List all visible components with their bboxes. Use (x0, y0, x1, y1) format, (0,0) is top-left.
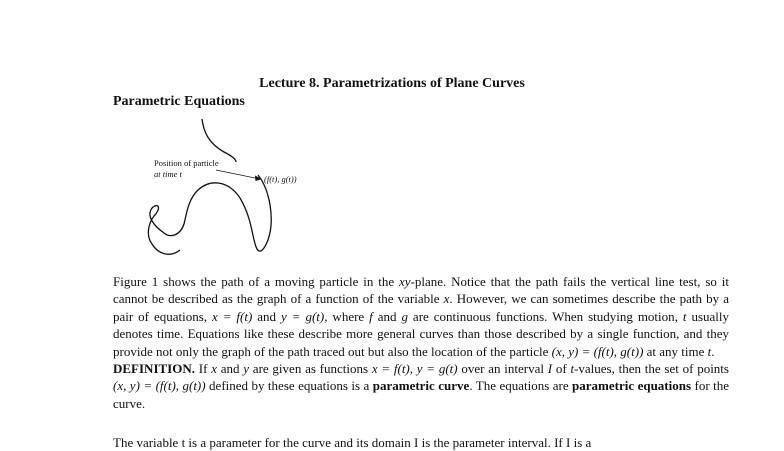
definition-label: DEFINITION. (113, 361, 195, 377)
particle-path-svg (140, 112, 340, 272)
lecture-title: Lecture 8. Parametrizations of Plane Curves (259, 76, 525, 91)
paragraph-intro: Figure 1 shows the path of a moving particle in the xy-plane. Notice that the path fails the vertical line test, so it cannot be described as the graph of a function of the variable x. However, we can sometimes describe the path by a pair of equations, x = f(t) and y = g(t), where f and g are continuous functions. When studying motion, t usually denotes time. Equations like these describe more general curves than those described by a single function, and they provide not only the graph of the path traced out but also the location of the particle (x, y) = (f(t), g(t)) at any time t. (113, 274, 730, 359)
term-parametric-equations: parametric equations (572, 378, 692, 394)
section-heading: Parametric Equations (113, 94, 245, 109)
figure-point-label: (f(t), g(t)) (264, 174, 297, 184)
cut-off-line: The variable t is a parameter for the curve and its domain I is the parameter interval. If I is a (113, 435, 592, 450)
figure-label-line2: at time t (154, 169, 182, 179)
definition-paragraph: DEFINITION. If x and y are given as functions x = f(t), y = g(t) over an interval I of t-values, then the set of points (x, y) = (f(t), g(t)) defined by these equations is a parametric curve. The equations are parametric equations for the curve. (113, 361, 729, 411)
path-main-curve (148, 175, 271, 254)
pointer-line (216, 170, 260, 179)
term-parametric-curve: parametric curve (372, 378, 470, 394)
figure-label-line1: Position of particle (154, 158, 219, 168)
figure-particle-path (140, 112, 340, 272)
path-upper-stroke (202, 119, 236, 162)
body-text (113, 273, 729, 412)
